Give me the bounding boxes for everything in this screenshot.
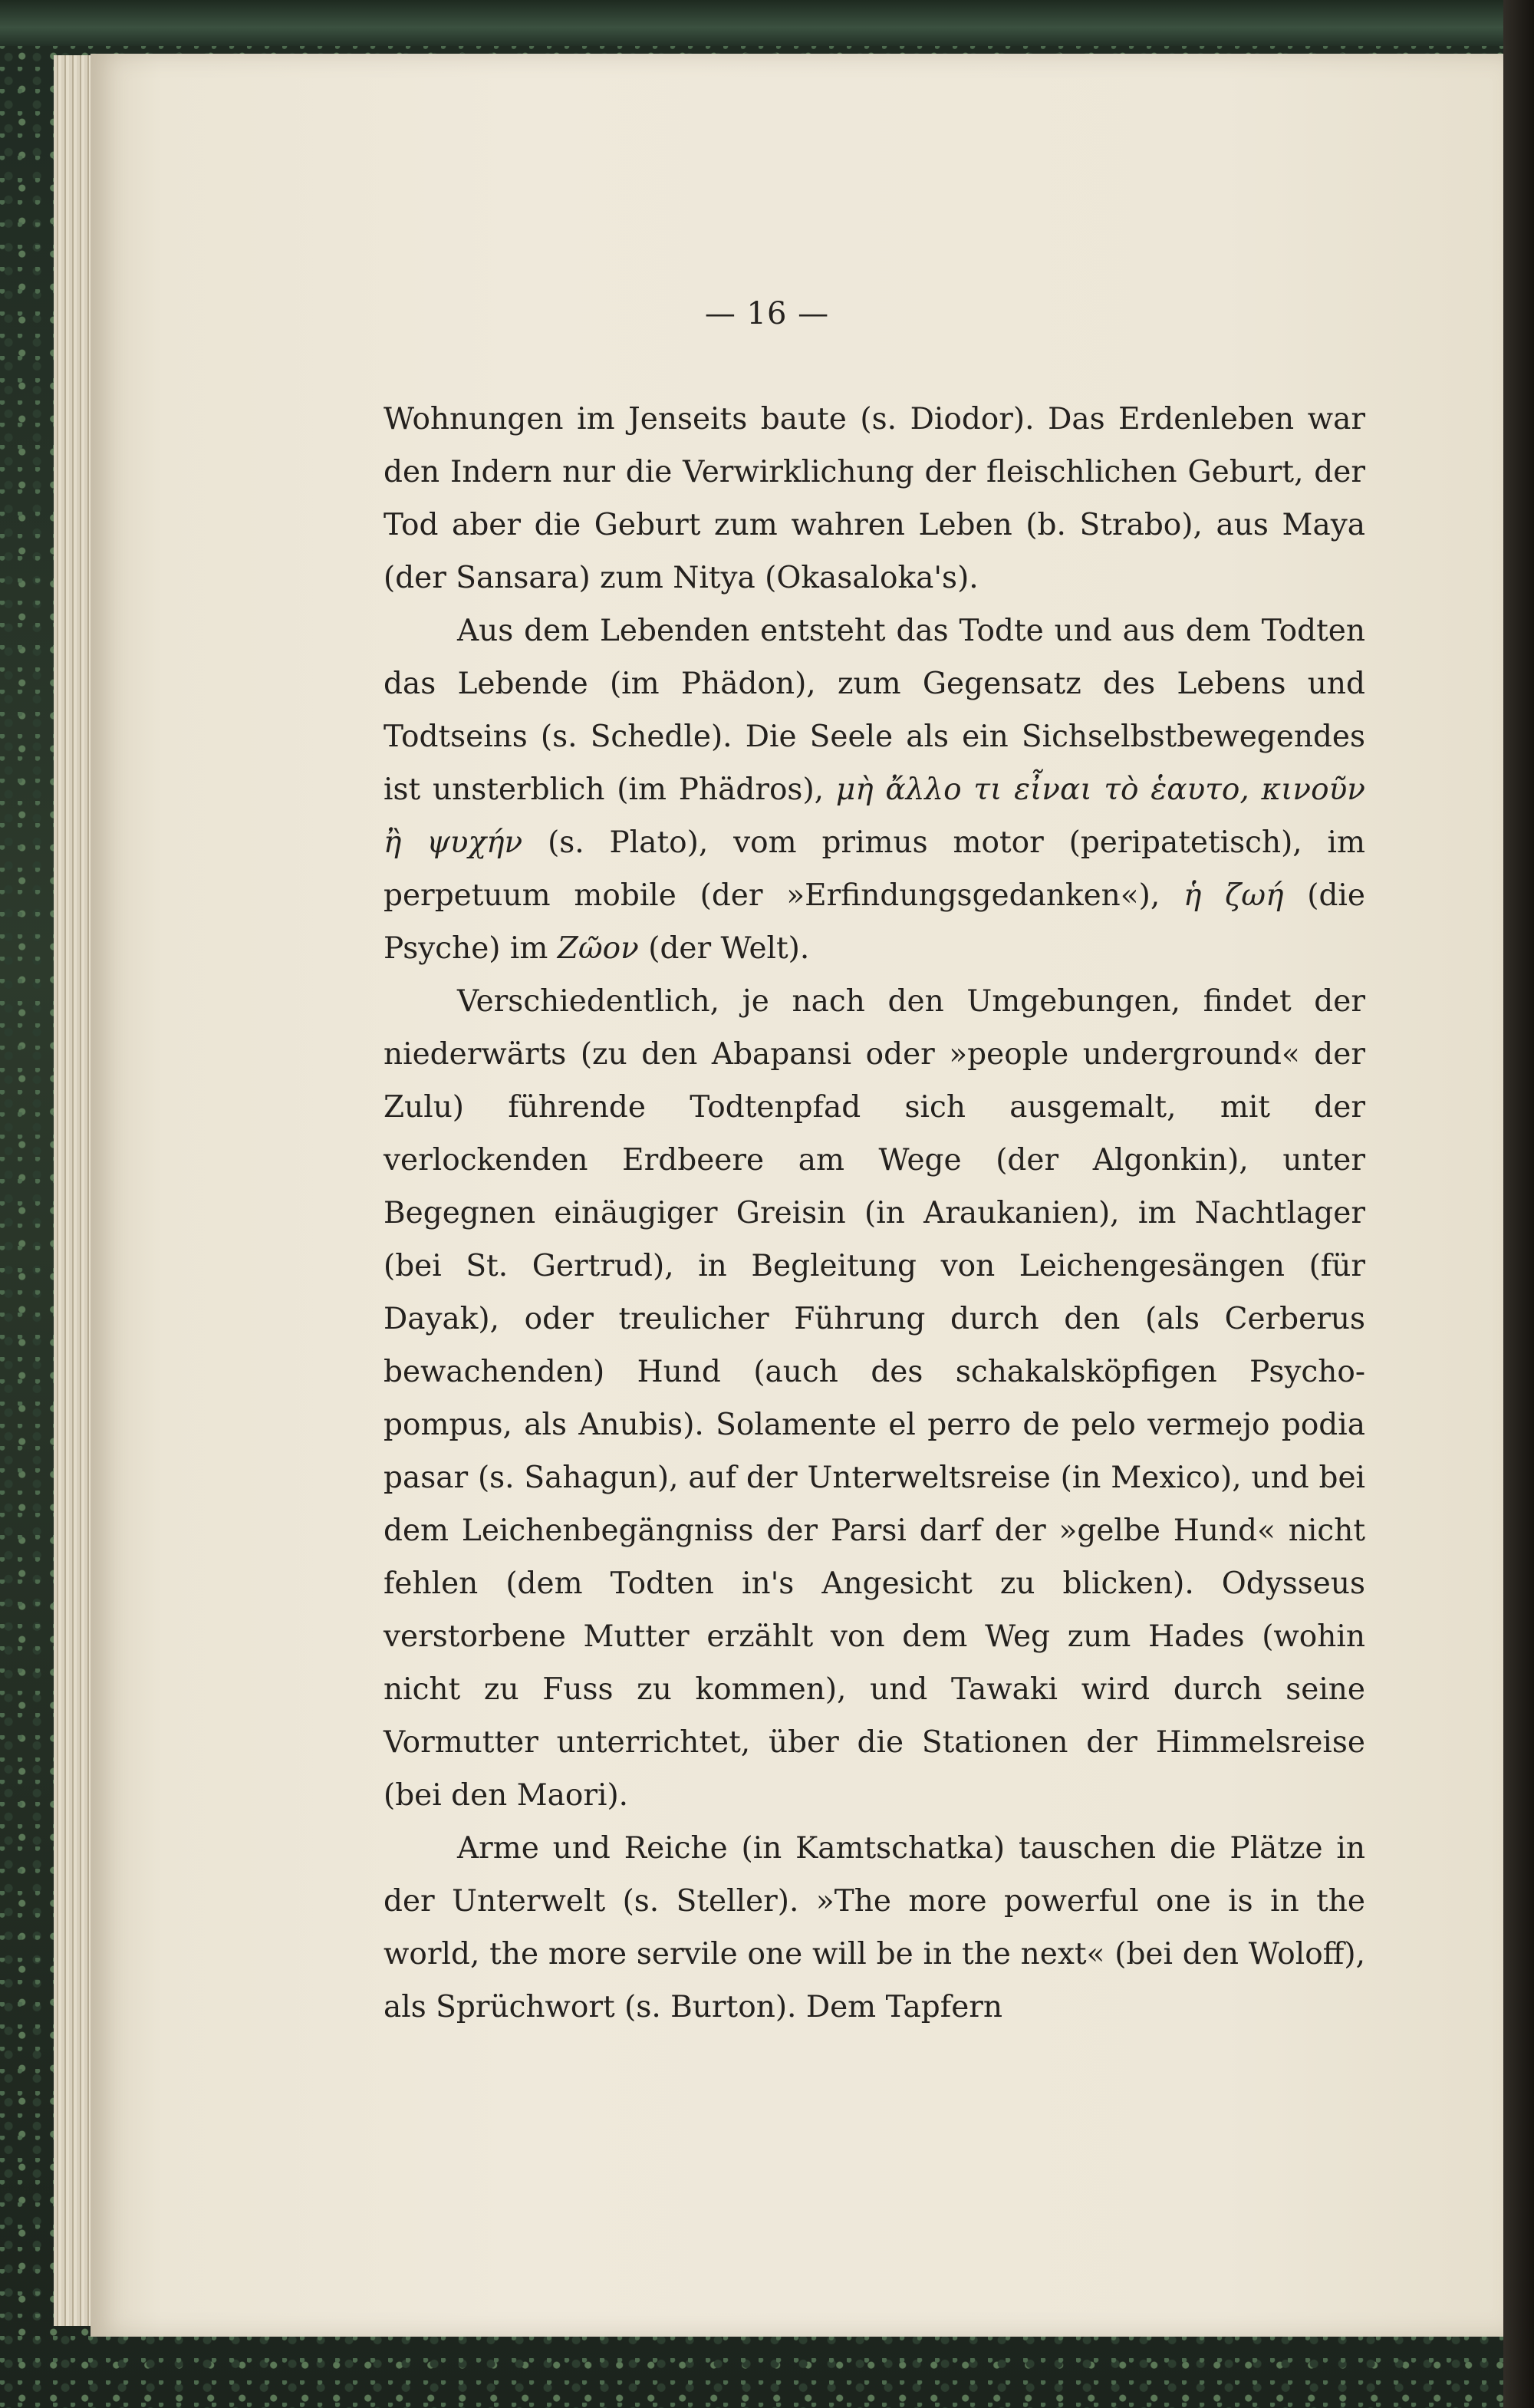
paragraph-2 xyxy=(384,604,1365,975)
greek-quote-2: ἡ ζωή xyxy=(1183,878,1284,913)
paragraph-2-text-c: (die Psyche) im xyxy=(384,878,1365,966)
paragraph-2-text-d: (der Welt). xyxy=(638,931,810,966)
binding-board-top xyxy=(0,0,1534,46)
binding-board-right xyxy=(1503,0,1534,2408)
paragraph-4: Arme und Reiche (in Kamtschatka) tauschen die Plätze in der Unterwelt (s. Steller). »The more powerful one is in the world, the more servile one will be in the next« (bei den Woloff), als Sprüchwort (s. Burton). Dem Tapfern xyxy=(384,1831,1365,2024)
greek-quote-3: Ζῶον xyxy=(557,931,639,966)
body-text xyxy=(384,393,1365,2034)
page-number-header: — 16 — xyxy=(704,296,830,331)
paragraph-3: Verschiedentlich, je nach den Umgebungen, findet der niederwärts (zu den Abapansi oder »people underground« der Zulu) führende Todtenpfad sich ausgemalt, mit der verlockenden Erdbeere am Wege (der Algonkin), unter Begegnen einäugiger Greisin (in Araukanien), im Nachtlager (bei St. Gertrud), in Begleitung von Leichengesängen (für Dayak), oder treulicher Führung durch den (als Cerberus bewachenden) Hund (auch des schakalsköpfigen Psychopompus, als Anubis). Solamente el perro de pelo vermejo podia pasar (s. Sahagun), auf der Unterweltsreise (in Mexico), und bei dem Leichenbegängniss der Parsi darf der »gelbe Hund« nicht fehlen (dem Todten in's Angesicht zu blicken). Odysseus verstorbene Mutter erzählt von dem Weg zum Hades (wohin nicht zu Fuss zu kommen), und Tawaki wird durch seine Vormutter unterrichtet, über die Stationen der Himmelsreise (bei den Maori). xyxy=(384,984,1365,1813)
greek-quote-1: μὴ ἄλλο τι εἶναι τὸ ἑαυτο, κινοῦν ἢ ψυχήν xyxy=(384,772,1365,860)
paragraph-2-text-a: Aus dem Lebenden entsteht das Todte und aus dem Todten das Lebende (im Phädon), zum Gegensatz des Lebens und Todtseins (s. Schedle). Die Seele als ein Sichselbstbewegendes ist unsterblich (im Phädros), xyxy=(384,614,1365,807)
paragraph-2-text-b: (s. Plato), vom primus motor (peripatetisch), im perpetuum mobile (der »Erfindungsgedanken«), xyxy=(384,825,1365,913)
paragraph-1: Wohnungen im Jenseits baute (s. Diodor). Das Erdenleben war den Indern nur die Verwirklichung der fleischlichen Geburt, der Tod aber die Geburt zum wahren Leben (b. Strabo), aus Maya (der Sansara) zum Nitya (Okasaloka's). xyxy=(384,402,1365,595)
